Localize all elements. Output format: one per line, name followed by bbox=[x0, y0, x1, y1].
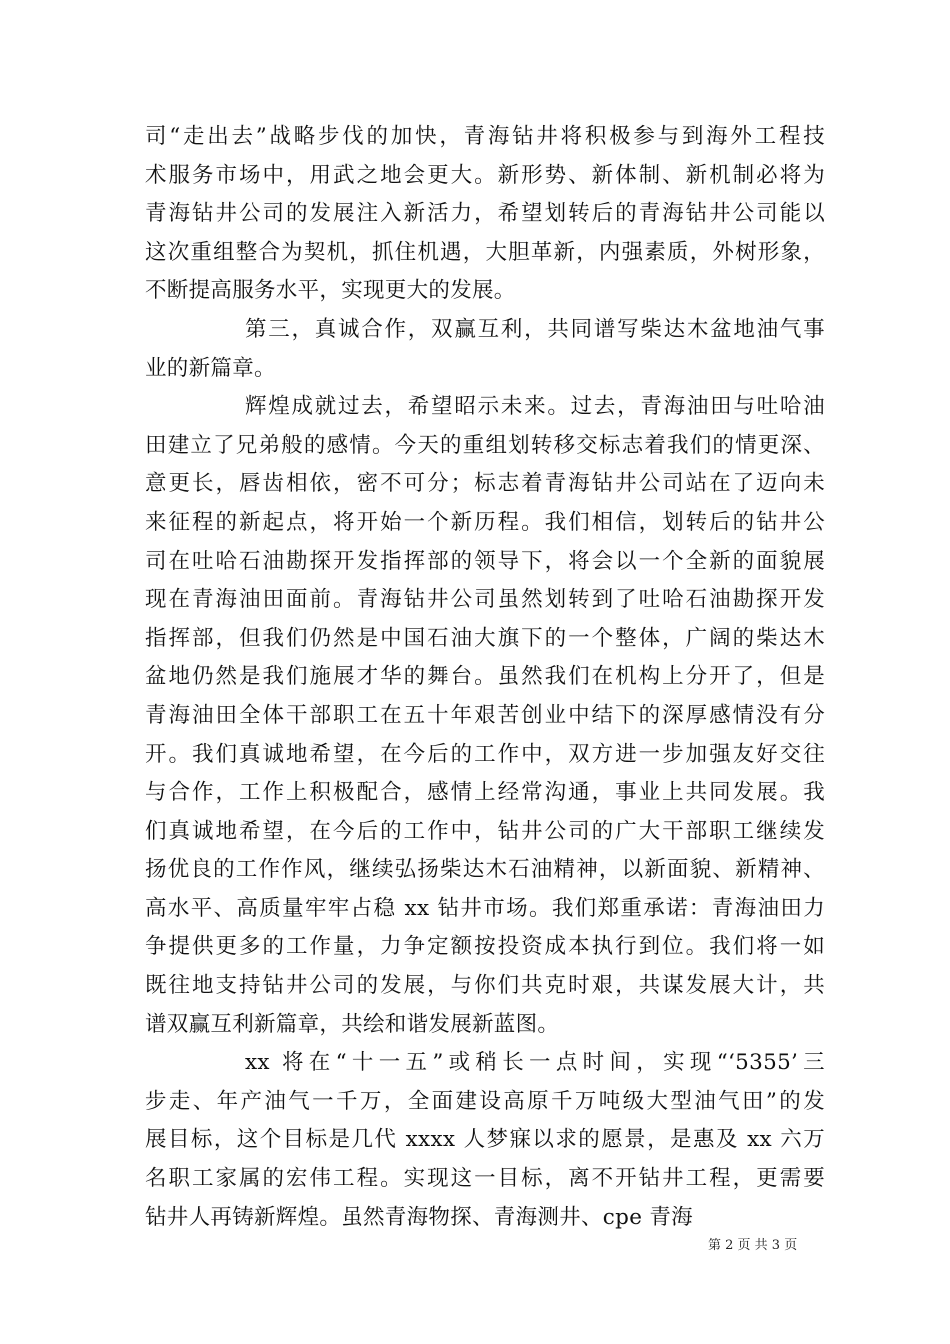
paragraph-line: 意更长，唇齿相依，密不可分；标志着青海钻井公司站在了迈向未 bbox=[145, 471, 825, 497]
paragraph-line: 名职工家属的宏伟工程。实现这一目标，离不开钻井工程，更需要 bbox=[145, 1166, 825, 1192]
paragraph-line: 田建立了兄弟般的感情。今天的重组划转移交标志着我们的情更深、 bbox=[145, 432, 825, 458]
paragraph-line: 不断提高服务水平，实现更大的发展。 bbox=[145, 278, 516, 304]
paragraph-line: 司“走出去”战略步伐的加快，青海钻井将积极参与到海外工程技 bbox=[145, 124, 825, 149]
paragraph-line: 开。我们真诚地希望，在今后的工作中，双方进一步加强友好交往 bbox=[145, 741, 825, 767]
paragraph-line: 现在青海油田面前。青海钻井公司虽然划转到了吐哈石油勘探开发 bbox=[145, 587, 825, 613]
paragraph-line: 青海油田全体干部职工在五十年艰苦创业中结下的深厚感情没有分 bbox=[145, 702, 825, 728]
paragraph-line: 这次重组整合为契机，抓住机遇，大胆革新，内强素质，外树形象， bbox=[145, 239, 825, 265]
paragraph-line: 业的新篇章。 bbox=[145, 355, 276, 381]
paragraph-line: 展目标，这个目标是几代 xxxx 人梦寐以求的愿景，是惠及 xx 六万 bbox=[145, 1127, 825, 1153]
paragraph-line: 指挥部，但我们仍然是中国石油大旗下的一个整体，广阔的柴达木 bbox=[145, 625, 825, 651]
paragraph-line: 钻井人再铸新辉煌。虽然青海物探、青海测井、cpe 青海 bbox=[145, 1204, 693, 1230]
paragraph-line: 盆地仍然是我们施展才华的舞台。虽然我们在机构上分开了，但是 bbox=[145, 664, 825, 690]
paragraph-line: 既往地支持钻井公司的发展，与你们共克时艰，共谋发展大计，共 bbox=[145, 973, 825, 999]
paragraph-line: 与合作，工作上积极配合，感情上经常沟通，事业上共同发展。我 bbox=[145, 780, 825, 806]
paragraph-line: 高水平、高质量牢牢占稳 xx 钻井市场。我们郑重承诺：青海油田力 bbox=[145, 895, 825, 921]
paragraph-line: xx 将在“十一五”或稍长一点时间，实现“‘5355’三 bbox=[245, 1050, 825, 1076]
paragraph-line: 们真诚地希望，在今后的工作中，钻井公司的广大干部职工继续发 bbox=[145, 818, 825, 844]
paragraph-line: 司在吐哈石油勘探开发指挥部的领导下，将会以一个全新的面貌展 bbox=[145, 548, 825, 574]
page-number-footer: 第 2 页 共 3 页 bbox=[708, 1238, 798, 1253]
document-body bbox=[145, 118, 825, 1237]
paragraph-line: 第三，真诚合作，双赢互利，共同谱写柴达木盆地油气事 bbox=[245, 316, 825, 342]
paragraph-line: 谱双赢互利新篇章，共绘和谐发展新蓝图。 bbox=[145, 1011, 560, 1037]
paragraph-line: 争提供更多的工作量，力争定额按投资成本执行到位。我们将一如 bbox=[145, 934, 825, 960]
paragraph-line: 扬优良的工作作风，继续弘扬柴达木石油精神，以新面貌、新精神、 bbox=[145, 857, 825, 883]
paragraph-line: 术服务市场中，用武之地会更大。新形势、新体制、新机制必将为 bbox=[145, 162, 825, 188]
paragraph-line: 来征程的新起点，将开始一个新历程。我们相信，划转后的钻井公 bbox=[145, 509, 825, 535]
paragraph-line: 步走、年产油气一千万，全面建设高原千万吨级大型油气田”的发 bbox=[145, 1088, 825, 1114]
paragraph-line: 青海钻井公司的发展注入新活力，希望划转后的青海钻井公司能以 bbox=[145, 201, 825, 227]
paragraph-line: 辉煌成就过去，希望昭示未来。过去，青海油田与吐哈油 bbox=[245, 394, 825, 420]
